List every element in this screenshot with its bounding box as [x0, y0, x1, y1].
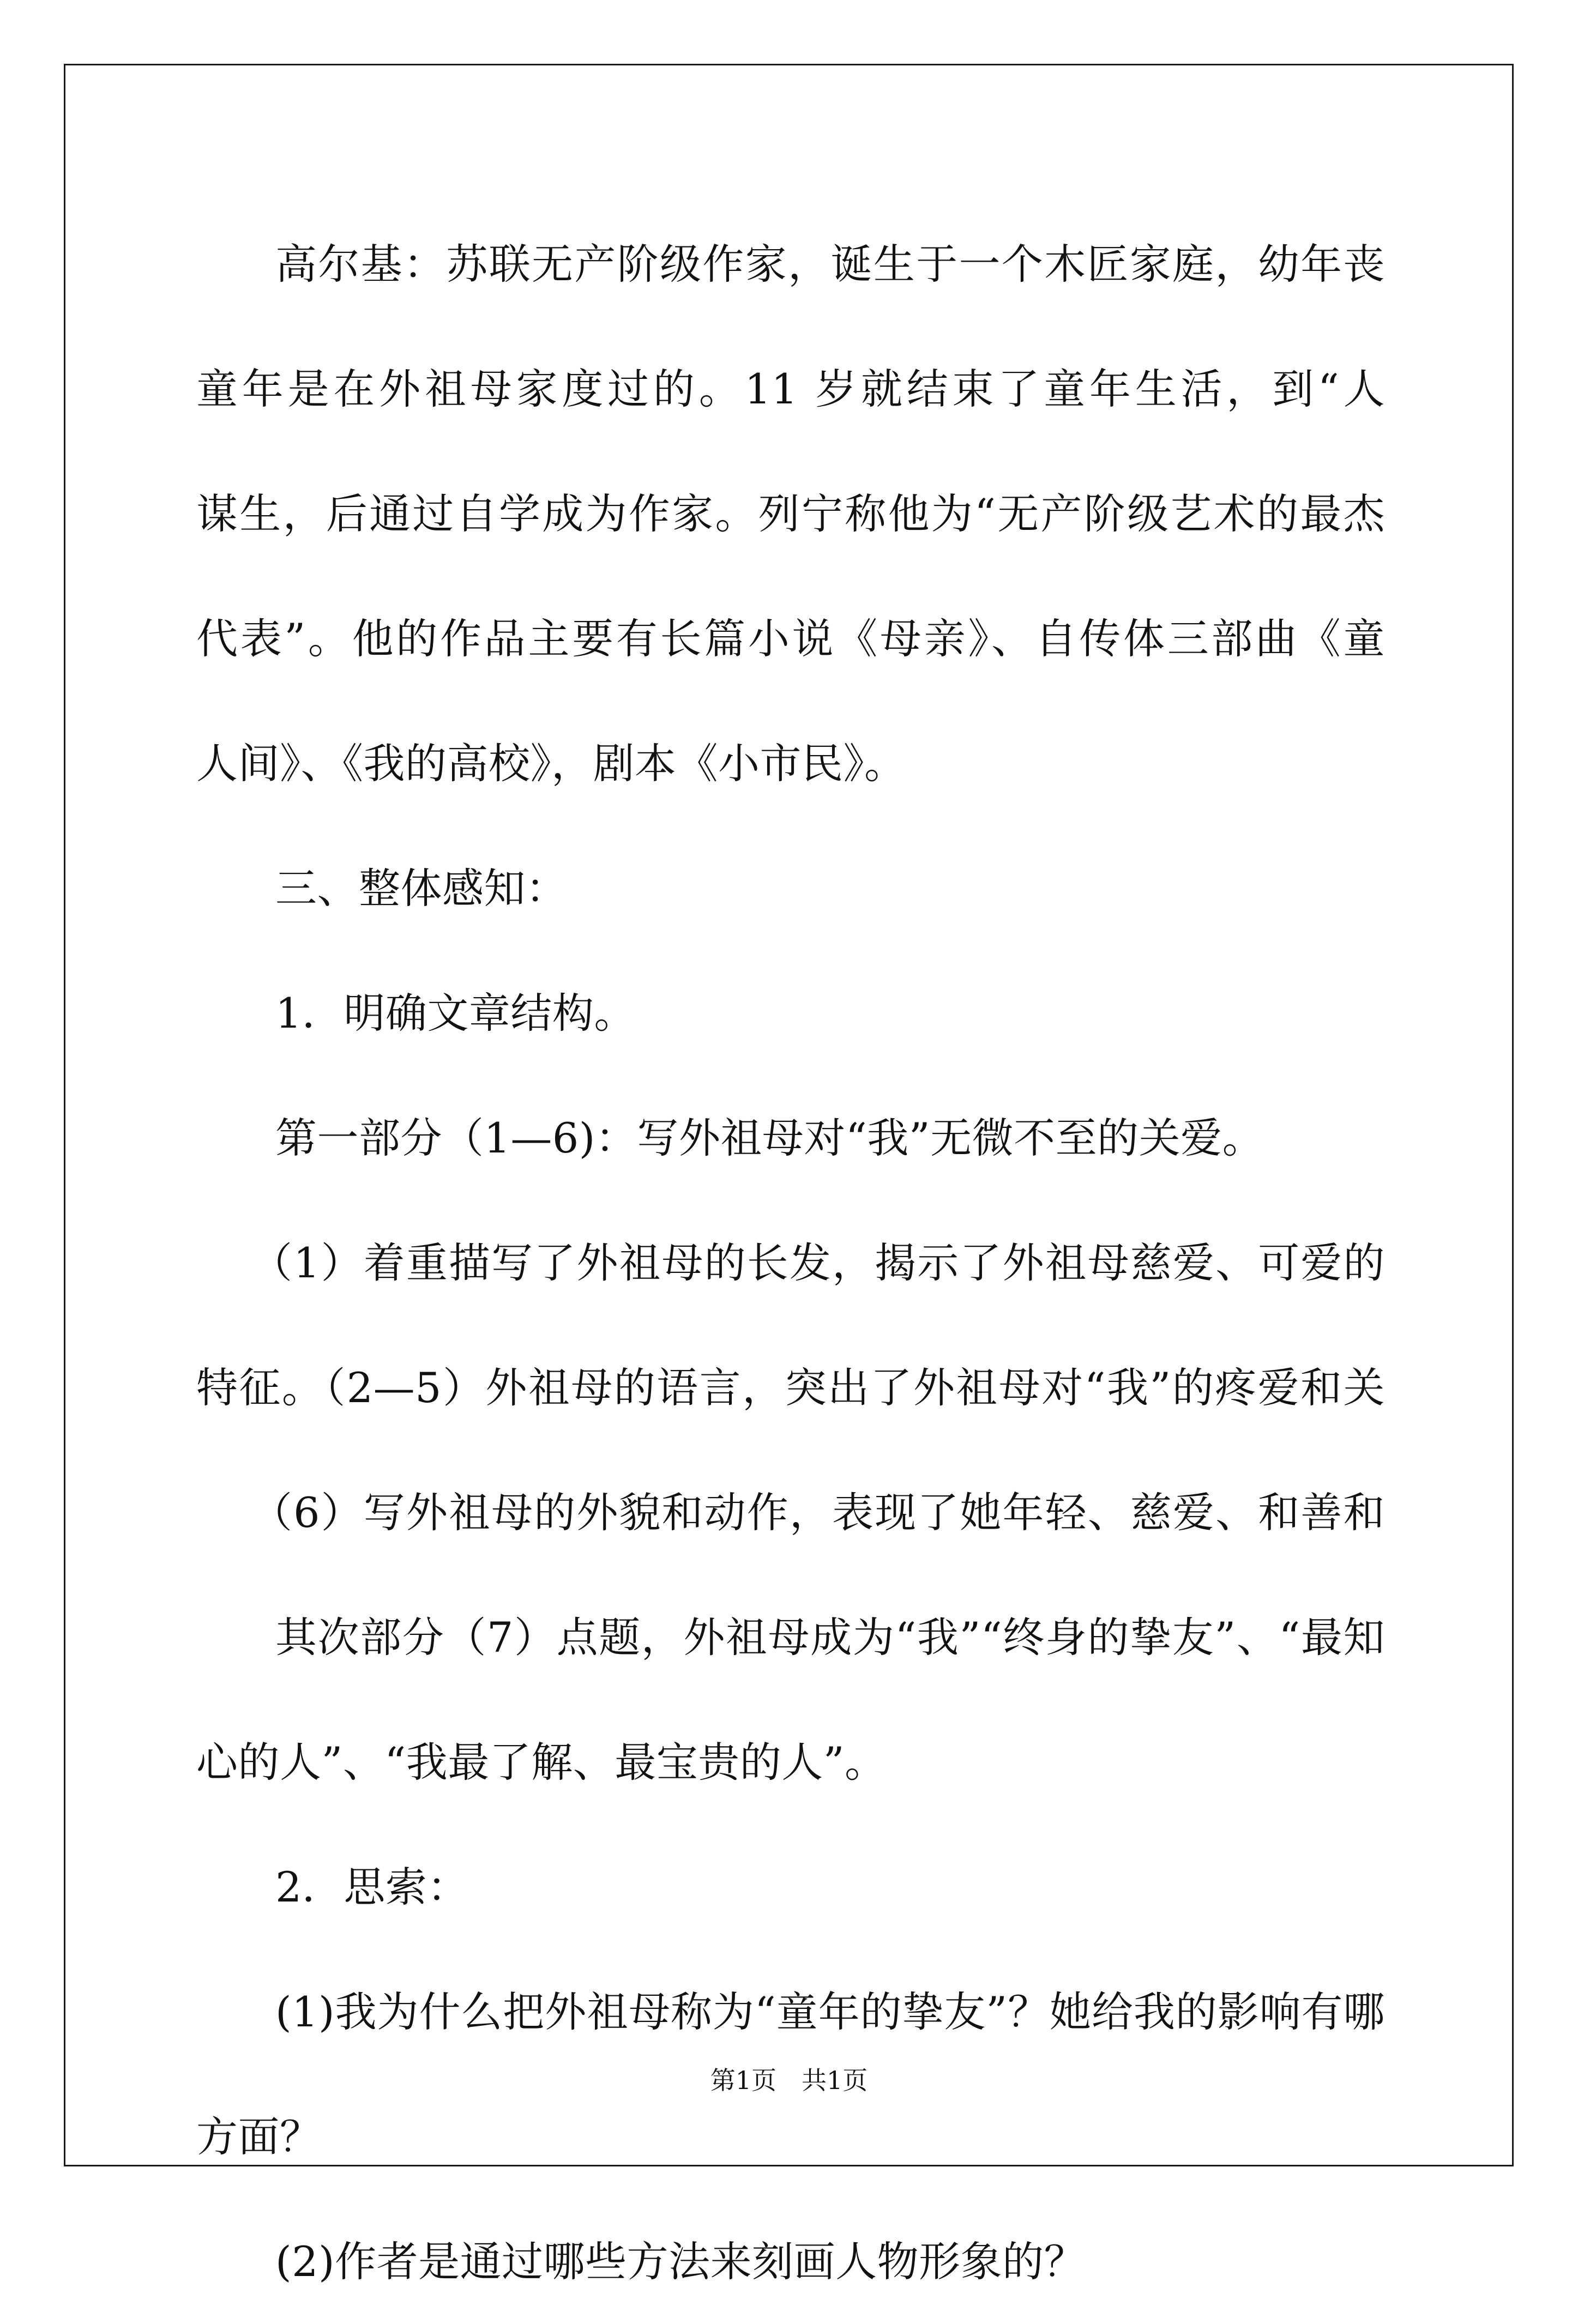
page-footer [0, 2061, 1578, 2097]
page-number: 第1页 共1页 [710, 2066, 868, 2095]
text-line: 第一部分（1—6)：写外祖母对“我”无微不至的关爱。 [275, 1114, 1264, 1162]
text-line: 特征。（2—5）外祖母的语言，突出了外祖母对“我”的疼爱和关 [196, 1363, 1385, 1412]
text-line: 代表”。他的作品主要有长篇小说《母亲》、自传体三部曲《童 [196, 614, 1385, 663]
section-heading: 三、整体感知： [275, 864, 568, 913]
text-line: 谋生，后通过自学成为作家。列宁称他为“无产阶级艺术的最杰 [196, 490, 1385, 538]
text-line: （1）着重描写了外祖母的长发，揭示了外祖母慈爱、可爱的 [251, 1239, 1385, 1287]
text-line: 心的人”、“我最了解、最宝贵的人”。 [196, 1738, 887, 1786]
text-line: 人间》、《我的高校》，剧本《小市民》。 [196, 739, 906, 788]
text-line: (1)我为什么把外祖母称为“童年的挚友”？她给我的影响有哪 [275, 1988, 1385, 2036]
text-line: （6）写外祖母的外貌和动作，表现了她年轻、慈爱、和善和 [251, 1488, 1385, 1537]
subsection-heading: 2．思索： [275, 1863, 469, 1911]
document-body [196, 202, 1385, 2324]
text-line: (2)作者是通过哪些方法来刻画人物形象的？ [275, 2237, 1086, 2286]
subsection-heading: 1．明确文章结构。 [275, 989, 636, 1037]
text-line: 其次部分（7）点题，外祖母成为“我”“终身的挚友”、“最知 [275, 1613, 1385, 1662]
text-line: 方面？ [196, 2112, 322, 2161]
text-line: 高尔基：苏联无产阶级作家，诞生于一个木匠家庭，幼年丧 [275, 240, 1385, 288]
text-line: 童年是在外祖母家度过的。11 岁就结束了童年生活，到“人 [196, 365, 1385, 413]
